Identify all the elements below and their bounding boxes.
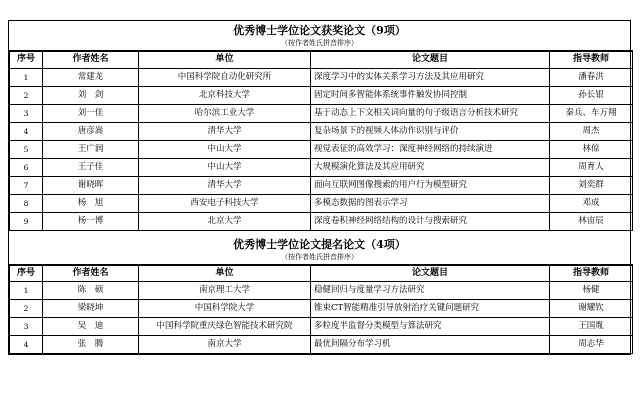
paper-title: 锥束CT智能精准引导放射治疗关键问题研究	[311, 300, 550, 318]
author-name: 刘一佳	[43, 104, 139, 122]
row-number: 4	[10, 336, 43, 354]
nominated-table	[9, 264, 633, 355]
advisor-name: 谢耀钦	[550, 300, 633, 318]
header-no: 序号	[10, 265, 43, 282]
advisor-name: 孙长银	[550, 86, 633, 104]
header-no: 序号	[10, 51, 43, 68]
table-row	[10, 68, 633, 86]
author-unit: 中山大学	[139, 158, 311, 176]
row-number: 6	[10, 158, 43, 176]
header-paper: 论文题目	[311, 51, 550, 68]
table-row	[10, 176, 633, 194]
advisor-name: 林宙辰	[550, 212, 633, 230]
header-paper: 论文题目	[311, 265, 550, 282]
advisor-name: 王国胤	[550, 318, 633, 336]
author-unit: 中国科学院自动化研究所	[139, 68, 311, 86]
header-author: 作者姓名	[43, 51, 139, 68]
table-row	[10, 336, 633, 354]
awarded-section-subtitle: （按作者姓氏拼音排序）	[281, 39, 358, 47]
row-number: 9	[10, 212, 43, 230]
paper-title: 固定时间多智能体系统事件触发协同控制	[311, 86, 550, 104]
advisor-name: 周育人	[550, 158, 633, 176]
paper-title: 最优间隔分布学习机	[311, 336, 550, 354]
advisor-name: 秦兵、车万翔	[550, 104, 633, 122]
author-unit: 北京科技大学	[139, 86, 311, 104]
row-number: 4	[10, 122, 43, 140]
row-number: 8	[10, 194, 43, 212]
table-row	[10, 300, 633, 318]
paper-title: 视觉表征的高效学习：深度神经网络的持续演进	[311, 140, 550, 158]
author-unit: 南京大学	[139, 336, 311, 354]
advisor-name: 刘奕群	[550, 176, 633, 194]
author-unit: 中山大学	[139, 140, 311, 158]
table-row	[10, 140, 633, 158]
author-unit: 哈尔滨工业大学	[139, 104, 311, 122]
advisor-name: 邓成	[550, 194, 633, 212]
author-unit: 中国科学院重庆绿色智能技术研究院	[139, 318, 311, 336]
author-unit: 清华大学	[139, 176, 311, 194]
table-header-row	[10, 51, 633, 68]
nominated-section-title: 优秀博士学位论文提名论文（4项）	[233, 237, 406, 251]
author-name: 王广润	[43, 140, 139, 158]
row-number: 7	[10, 176, 43, 194]
header-unit: 单位	[139, 265, 311, 282]
table-row	[10, 86, 633, 104]
advisor-name: 周志华	[550, 336, 633, 354]
row-number: 1	[10, 68, 43, 86]
author-unit: 清华大学	[139, 122, 311, 140]
row-number: 1	[10, 282, 43, 300]
advisor-name: 林倞	[550, 140, 633, 158]
row-number: 2	[10, 300, 43, 318]
author-name: 杨一博	[43, 212, 139, 230]
paper-title: 面向互联网图像搜索的用户行为模型研究	[311, 176, 550, 194]
awarded-section-title: 优秀博士学位论文获奖论文（9项）	[233, 24, 406, 37]
header-advisor: 指导教师	[550, 265, 633, 282]
author-name: 陈 硕	[43, 282, 139, 300]
table-row	[10, 122, 633, 140]
author-name: 张 腾	[43, 336, 139, 354]
nominated-section-subtitle: （按作者姓氏拼音排序）	[281, 252, 358, 261]
table-row	[10, 212, 633, 230]
author-name: 常建龙	[43, 68, 139, 86]
awarded-table	[9, 50, 633, 231]
advisor-name: 杨健	[550, 282, 633, 300]
author-unit: 南京理工大学	[139, 282, 311, 300]
author-name: 谢晓晖	[43, 176, 139, 194]
advisor-name: 周杰	[550, 122, 633, 140]
author-name: 梁晓坤	[43, 300, 139, 318]
paper-title: 深度卷积神经网络结构的设计与搜索研究	[311, 212, 550, 230]
advisor-name: 潘春洪	[550, 68, 633, 86]
author-unit: 中国科学院大学	[139, 300, 311, 318]
awards-document	[8, 20, 631, 355]
author-name: 王子佳	[43, 158, 139, 176]
paper-title: 大规模演化算法及其应用研究	[311, 158, 550, 176]
row-number: 2	[10, 86, 43, 104]
table-row	[10, 282, 633, 300]
row-number: 3	[10, 318, 43, 336]
author-unit: 北京大学	[139, 212, 311, 230]
table-header-row	[10, 265, 633, 282]
author-name: 杨 旭	[43, 194, 139, 212]
table-row	[10, 158, 633, 176]
paper-title: 稳健回归与度量学习方法研究	[311, 282, 550, 300]
table-row	[10, 318, 633, 336]
author-unit: 西安电子科技大学	[139, 194, 311, 212]
paper-title: 多模态数据的图表示学习	[311, 194, 550, 212]
header-advisor: 指导教师	[550, 51, 633, 68]
row-number: 3	[10, 104, 43, 122]
paper-title: 复杂场景下的视频人体动作识别与评价	[311, 122, 550, 140]
table-row	[10, 194, 633, 212]
author-name: 吴 迪	[43, 318, 139, 336]
table-row	[10, 104, 633, 122]
paper-title: 基于动态上下文相关词向量的句子级语言分析技术研究	[311, 104, 550, 122]
paper-title: 深度学习中的实体关系学习方法及其应用研究	[311, 68, 550, 86]
header-unit: 单位	[139, 51, 311, 68]
paper-title: 多粒度半监督分类模型与算法研究	[311, 318, 550, 336]
header-author: 作者姓名	[43, 265, 139, 282]
row-number: 5	[10, 140, 43, 158]
author-name: 刘 剑	[43, 86, 139, 104]
author-name: 唐彦嵩	[43, 122, 139, 140]
